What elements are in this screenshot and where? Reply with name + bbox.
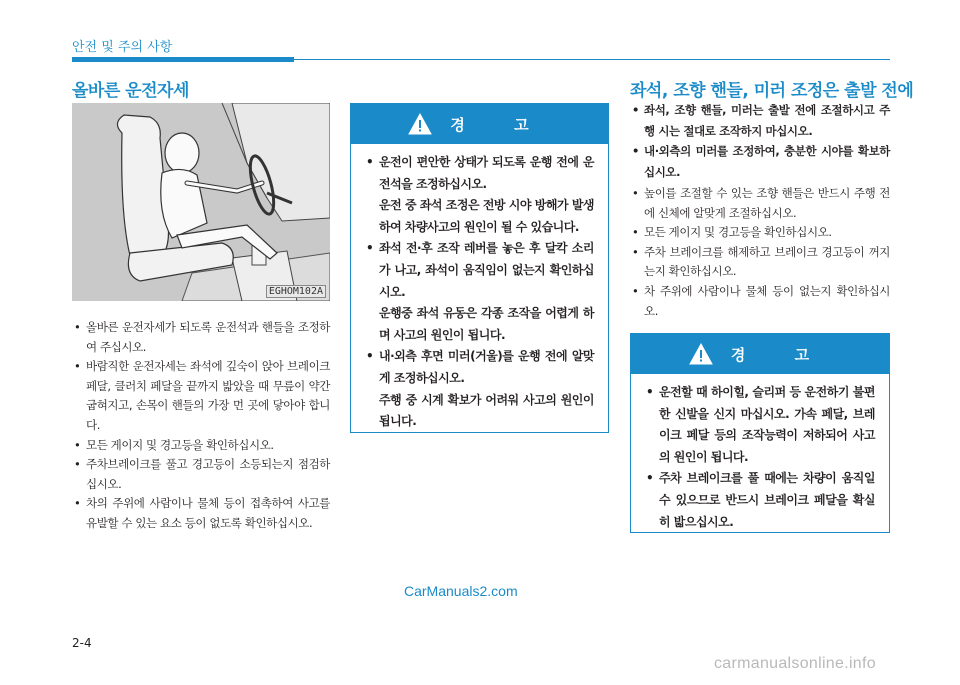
list-item: • 바람직한 운전자세는 좌석에 깊숙이 앉아 브레이크 페달, 클러치 페달을 끝까지 밟았을 때 무릎이 약간 굽혀지고, 손목이 핸들의 가장 먼 곳에 닿아야 합니다. [72, 357, 330, 435]
section-header-title: 안전 및 주의 사항 [72, 40, 173, 55]
warning-label: 경 고 [450, 115, 551, 134]
list-item [365, 346, 594, 432]
right-bullet-list [630, 184, 890, 321]
list-item: • 내·외측의 미러를 조정하여, 충분한 시야를 확보하십시오. [630, 141, 890, 182]
warning-triangle-icon [408, 113, 432, 135]
list-item: • 주차브레이크를 풀고 경고등이 소등되는지 점검하십시오. [72, 455, 330, 494]
warning-item-main: 좌석 전·후 조작 레버를 놓은 후 달칵 소리가 나고, 좌석이 움직임이 없는지 확인하십시오. [379, 241, 594, 299]
warning-label: 경 고 [730, 345, 832, 364]
list-item: • 주차 브레이크를 풀 때에는 차량이 움직일 수 있으므로 반드시 브레이크 페달을 확실히 밟으십시오. [645, 468, 875, 533]
warning-item-sub: 주행 중 시계 확보가 어려워 사고의 원인이 됩니다. [379, 392, 594, 429]
warning-list [351, 144, 608, 443]
watermark-link[interactable]: CarManuals2.com [404, 583, 518, 599]
warning-triangle-icon [689, 343, 713, 365]
header-rule-thin [294, 59, 890, 60]
warning-box-seat [350, 103, 609, 433]
list-item: • 올바른 운전자세가 되도록 운전석과 핸들을 조정하여 주십시오. [72, 318, 330, 357]
header-rule-thick [72, 57, 294, 62]
list-item: • 주차 브레이크를 해제하고 브레이크 경고등이 꺼지는지 확인하십시오. [630, 243, 890, 282]
right-section-title: 좌석, 조향 핸들, 미러 조정은 출발 전에 [630, 81, 914, 101]
warning-header [351, 104, 608, 144]
warning-item-main: 내·외측 후면 미러(거울)를 운행 전에 알맞게 조정하십시오. [379, 349, 594, 385]
figure-code: EGHOM102A [266, 285, 326, 298]
list-item: • 차 주위에 사람이나 물체 등이 없는지 확인하십시오. [630, 282, 890, 321]
list-item: • 모든 게이지 및 경고등을 확인하십시오. [72, 436, 330, 456]
list-item: • 운전할 때 하이힐, 슬리퍼 등 운전하기 불편한 신발을 신지 마십시오. 가속 페달, 브레이크 페달 등의 조작능력이 저하되어 사고의 원인이 됩니다. [645, 382, 875, 468]
warning-item-sub: 운전 중 좌석 조정은 전방 시야 방해가 발생하여 차량사고의 원인이 될 수 있습니다. [379, 198, 594, 234]
left-bullet-list [72, 318, 330, 534]
warning-list [631, 374, 889, 543]
list-item: • 좌석, 조향 핸들, 미러는 출발 전에 조절하시고 주행 시는 절대로 조작하지 마십시오. [630, 100, 890, 141]
page-number: 2-4 [72, 636, 92, 650]
list-item [365, 238, 594, 346]
driving-posture-illustration [72, 103, 330, 301]
warning-item-sub: 운행중 좌석 유동은 각종 조작을 어렵게 하며 사고의 원인이 됩니다. [379, 306, 594, 342]
list-item: • 모든 게이지 및 경고등을 확인하십시오. [630, 223, 890, 243]
site-watermark: carmanualsonline.info [714, 655, 876, 672]
warning-box-shoes [630, 333, 890, 533]
right-bold-bullet-list [630, 100, 890, 182]
warning-header [631, 334, 889, 374]
left-section-title: 올바른 운전자세 [72, 81, 189, 101]
list-item: • 높이를 조절할 수 있는 조향 핸들은 반드시 주행 전에 신체에 알맞게 조절하십시오. [630, 184, 890, 223]
list-item: • 차의 주위에 사람이나 물체 등이 접촉하여 사고를 유발할 수 있는 요소 등이 없도록 확인하십시오. [72, 494, 330, 533]
warning-item-main: 운전이 편안한 상태가 되도록 운행 전에 운전석을 조정하십시오. [379, 155, 594, 191]
list-item [365, 152, 594, 238]
